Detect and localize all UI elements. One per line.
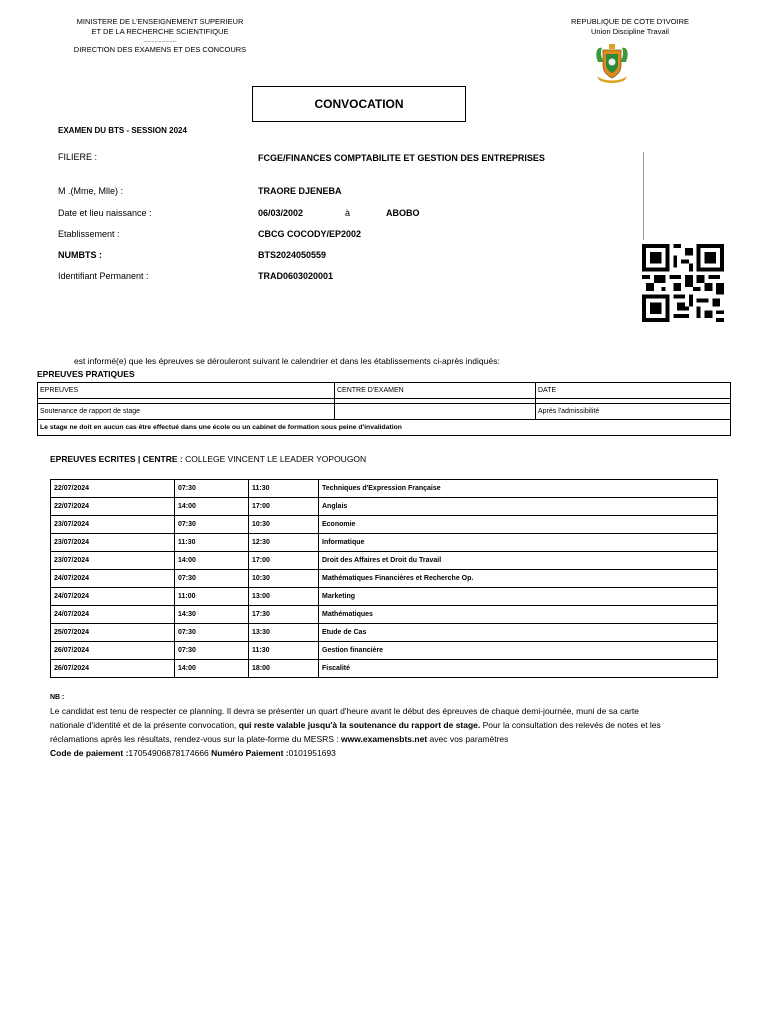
start-time-cell: 14:00 [175,498,249,516]
table-row [51,534,718,552]
date-cell: Après l'admissibilité [536,404,731,420]
ministry-line1: MINISTERE DE L'ENSEIGNEMENT SUPERIEUR [76,17,244,26]
header-centre: CENTRE D'EXAMEN [335,383,536,399]
table-row [51,570,718,588]
nb-label: NB : [50,694,65,701]
website-link[interactable]: www.examensbts.net [341,734,428,744]
start-time-cell: 07:30 [175,624,249,642]
start-time-cell: 11:30 [175,534,249,552]
filiere-label: FILIERE : [58,152,98,162]
subject-cell: Informatique [319,534,718,552]
centre-cell [335,404,536,420]
subject-cell: Droit des Affaires et Droit du Travail [319,552,718,570]
start-time-cell: 14:00 [175,660,249,678]
coat-of-arms-icon [592,42,632,86]
end-time-cell: 17:00 [249,552,319,570]
table-row [51,624,718,642]
date-cell: 26/07/2024 [51,660,175,678]
nb-text-3: avec vos paramètres [427,734,509,744]
id-value: TRAD0603020001 [258,271,334,281]
birth-place: ABOBO [386,208,420,218]
date-cell: 23/07/2024 [51,534,175,552]
date-cell: 23/07/2024 [51,552,175,570]
exam-session: EXAMEN DU BTS - SESSION 2024 [58,126,187,135]
subject-cell: Fiscalité [319,660,718,678]
epreuve-cell: Soutenance de rapport de stage [38,404,335,420]
nb-text-1: Le candidat est tenu de respecter ce planning. Il devra se présenter un quart d'heure avant le début des épreuves de chaque demi-journée, muni de sa carte nationale d'identité et de la présente convocation, [50,706,639,730]
end-time-cell: 17:30 [249,606,319,624]
date-cell: 26/07/2024 [51,642,175,660]
payment-line [50,746,670,760]
ministry-header [40,17,280,55]
birth-date: 06/03/2002 [258,208,304,218]
end-time-cell: 10:30 [249,570,319,588]
table-row [38,404,731,420]
start-time-cell: 07:30 [175,516,249,534]
subject-cell: Techniques d'Expression Française [319,480,718,498]
intro-text: est informé(e) que les épreuves se dérouleront suivant le calendrier et dans les établissements ci-après indiqués: [74,356,500,366]
photo-frame-line [643,152,644,240]
table-row [51,498,718,516]
filiere-value: FCGE/FINANCES COMPTABILITE ET GESTION DES ENTREPRISES [258,153,545,163]
ecrites-title: EPREUVES ECRITES | CENTRE : [50,454,183,464]
ministry-line2: ET DE LA RECHERCHE SCIENTIFIQUE [91,27,229,36]
table-row [51,606,718,624]
end-time-cell: 13:30 [249,624,319,642]
end-time-cell: 18:00 [249,660,319,678]
start-time-cell: 11:00 [175,588,249,606]
start-time-cell: 14:30 [175,606,249,624]
table-row [51,516,718,534]
subject-cell: Economie [319,516,718,534]
republic-motto: Union Discipline Travail [591,27,669,36]
nb-text-2: Pour la consultation des relevés de notes et les réclamations après les résultats, rendez-vous sur la plate-forme du MESRS : [50,720,661,744]
nb-paragraph [50,704,670,746]
end-time-cell: 12:30 [249,534,319,552]
school-value: CBCG COCODY/EP2002 [258,229,362,239]
ecrites-header [50,454,366,464]
payment-number-value: 0101951693 [288,748,336,758]
table-row [51,552,718,570]
subject-cell: Mathématiques [319,606,718,624]
table-row [51,642,718,660]
end-time-cell: 11:30 [249,480,319,498]
nb-section [50,692,670,760]
payment-code-value: 17054906878174666 [128,748,209,758]
date-cell: 23/07/2024 [51,516,175,534]
qr-code-icon [642,244,724,322]
start-time-cell: 07:30 [175,642,249,660]
header-date: DATE [536,383,731,399]
end-time-cell: 10:30 [249,516,319,534]
ministry-separator: ........................ [143,38,177,44]
date-cell: 25/07/2024 [51,624,175,642]
pratiques-title: EPREUVES PRATIQUES [37,369,135,379]
subject-cell: Marketing [319,588,718,606]
end-time-cell: 17:00 [249,498,319,516]
start-time-cell: 14:00 [175,552,249,570]
numbts-value: BTS2024050559 [258,250,327,260]
payment-number-label: Numéro Paiement : [211,748,289,758]
subject-cell: Gestion financière [319,642,718,660]
name-value: TRAORE DJENEBA [258,186,342,196]
republic-header [520,17,740,37]
nb-validity: qui reste valable jusqu'à la soutenance du rapport de stage. [238,720,481,730]
ecrites-centre: COLLEGE VINCENT LE LEADER YOPOUGON [185,454,367,464]
birth-label: Date et lieu naissance : [58,208,152,218]
end-time-cell: 11:30 [249,642,319,660]
table-note-row [38,420,731,436]
schedule-table [50,479,718,678]
pratiques-table [37,382,731,436]
subject-cell: Anglais [319,498,718,516]
numbts-label: NUMBTS : [58,250,102,260]
id-label: Identifiant Permanent : [58,271,149,281]
name-label: M .(Mme, Mlle) : [58,186,123,196]
table-row [51,588,718,606]
school-label: Etablissement : [58,229,120,239]
header-epreuves: EPREUVES [38,383,335,399]
stage-note: Le stage ne doit en aucun cas être effectué dans une école ou un cabinet de formation sous peine d'invalidation [38,420,731,436]
table-header-row [38,383,731,399]
birth-separator: à [345,208,351,218]
date-cell: 22/07/2024 [51,480,175,498]
subject-cell: Mathématiques Financières et Recherche Op. [319,570,718,588]
payment-code-label: Code de paiement : [50,748,129,758]
date-cell: 24/07/2024 [51,570,175,588]
document-title: CONVOCATION [252,86,466,122]
date-cell: 24/07/2024 [51,588,175,606]
table-row [51,660,718,678]
republic-line1: REPUBLIQUE DE COTE D'IVOIRE [570,17,690,26]
start-time-cell: 07:30 [175,480,249,498]
date-cell: 22/07/2024 [51,498,175,516]
date-cell: 24/07/2024 [51,606,175,624]
start-time-cell: 07:30 [175,570,249,588]
table-row [51,480,718,498]
end-time-cell: 13:00 [249,588,319,606]
ministry-line3: DIRECTION DES EXAMENS ET DES CONCOURS [73,45,247,54]
subject-cell: Etude de Cas [319,624,718,642]
